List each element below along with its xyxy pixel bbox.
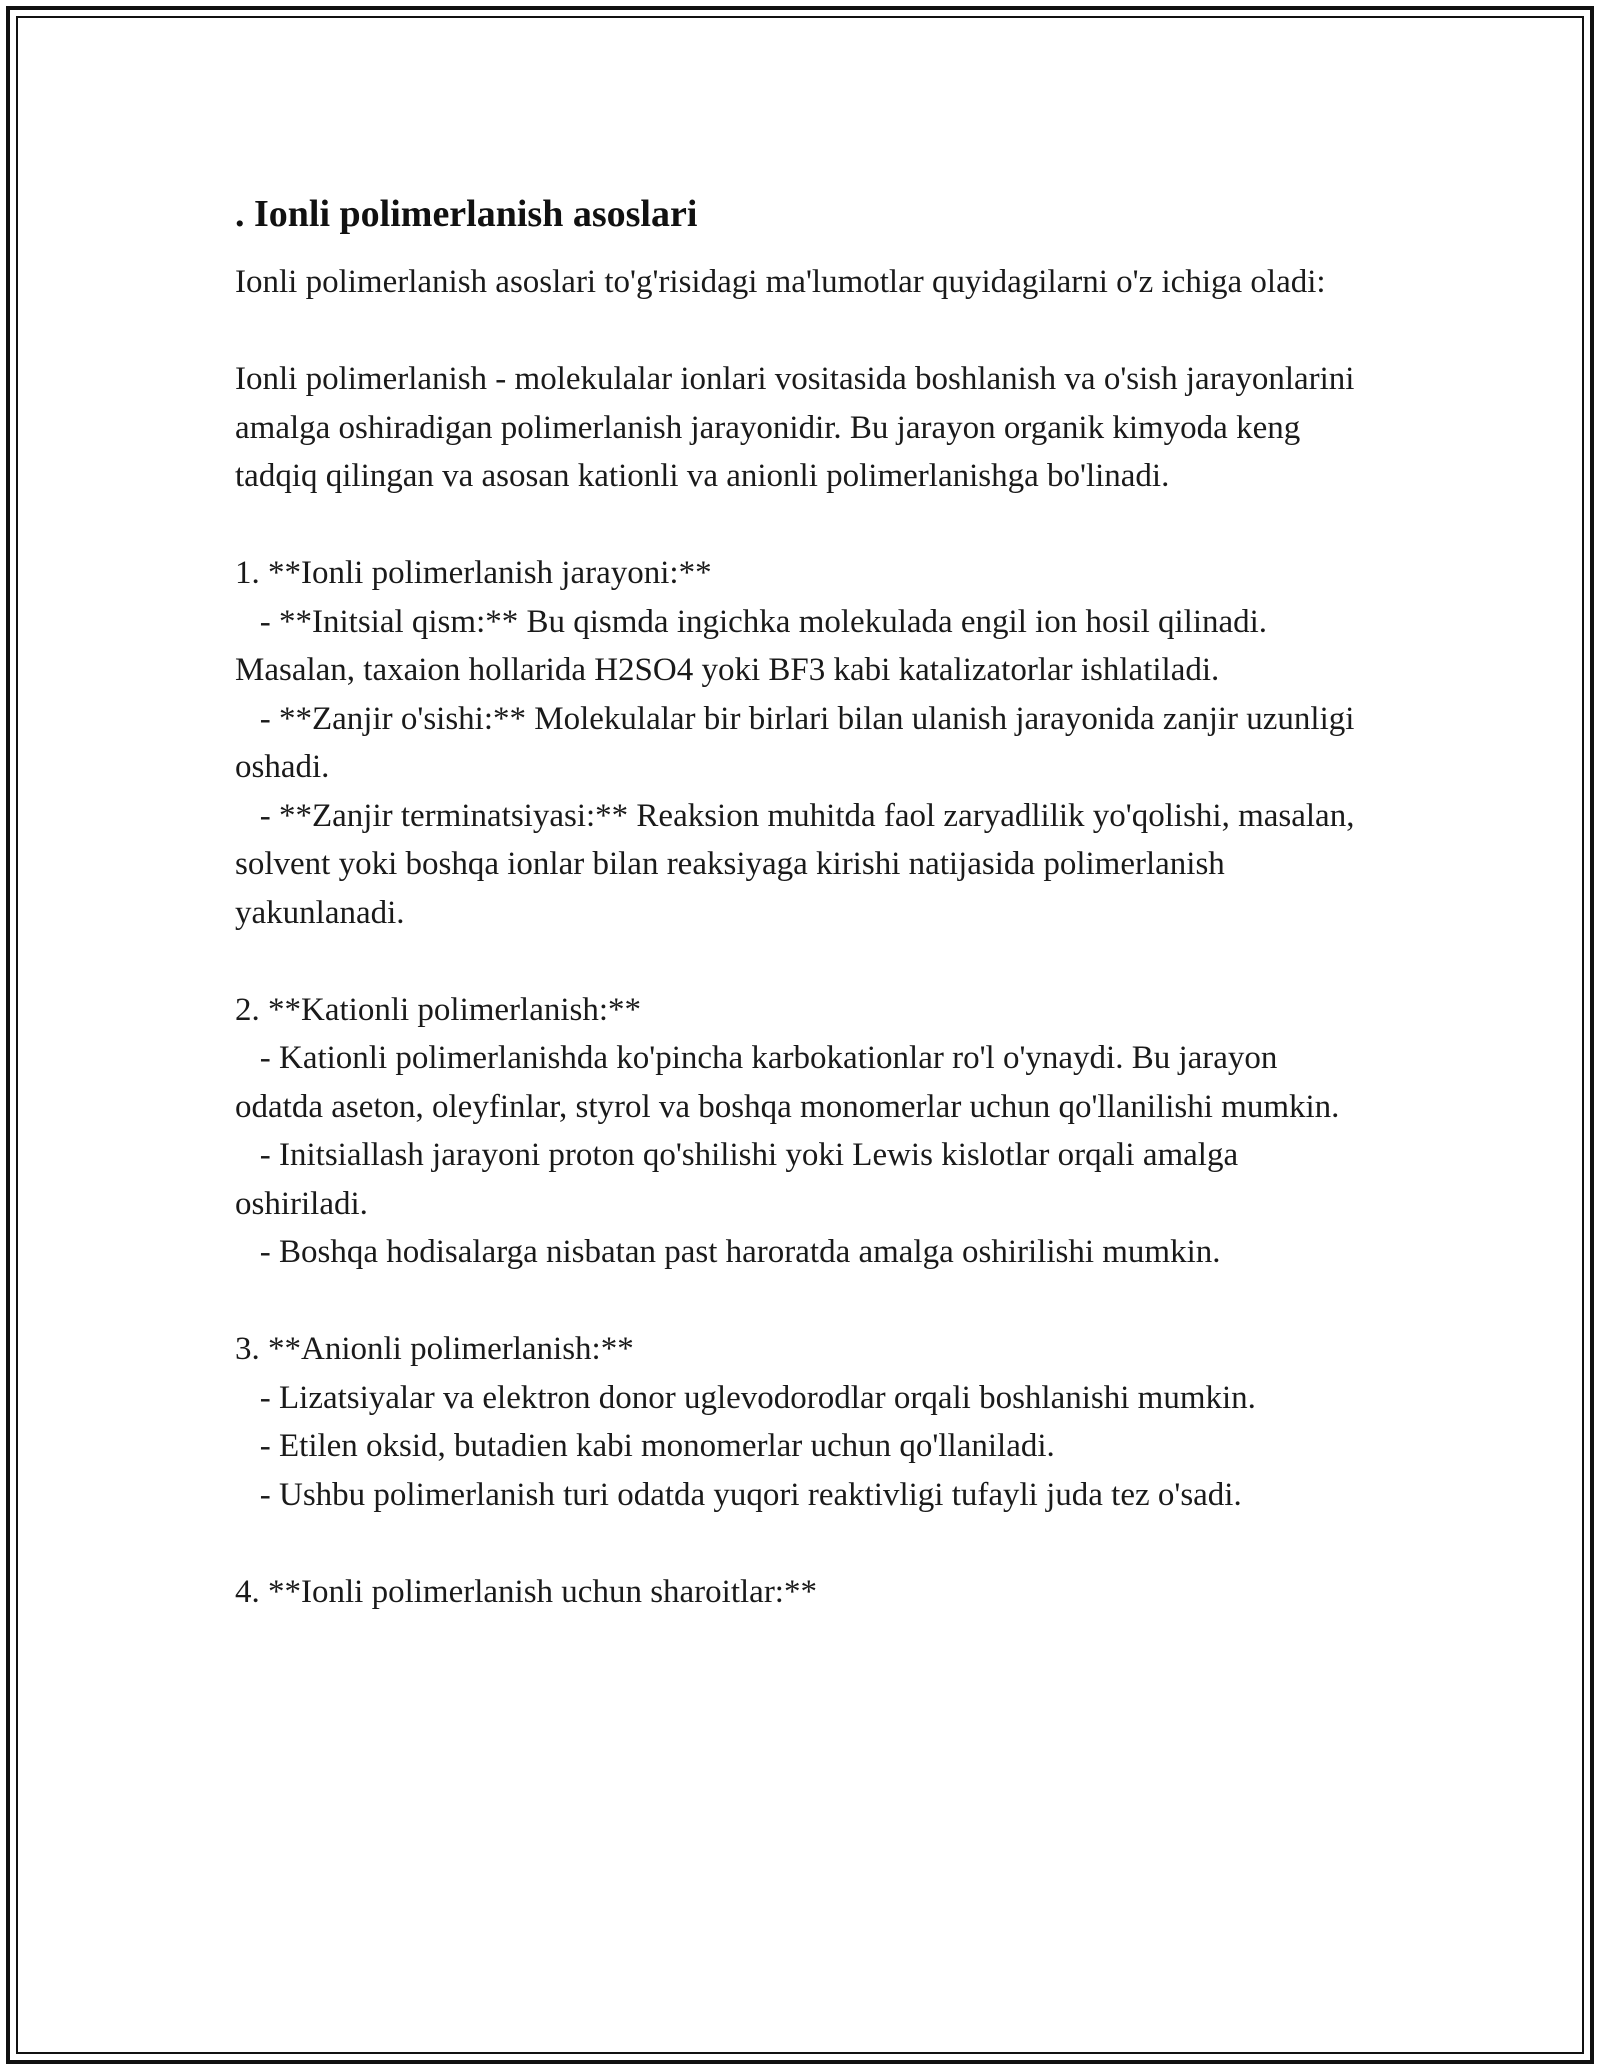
paragraph-spacer [235,1519,1365,1568]
document-heading: . Ionli polimerlanish asoslari [235,193,698,235]
paragraph-spacer [235,501,1365,550]
definition-paragraph: Ionli polimerlanish - molekulalar ionlari vositasida boshlanish va o'sish jarayonlarini amalga oshiradigan polimerlanish jarayonidir. Bu jarayon organik kimyoda keng tadqiq qilingan va asosan kationli va anionli polimerlanishga bo'linadi. [235,361,1363,494]
section-title: 2. **Kationli polimerlanish:** [235,991,642,1028]
section-title: 4. **Ionli polimerlanish uchun sharoitlar:** [235,1573,817,1610]
list-item: - Kationli polimerlanishda ko'pincha karbokationlar ro'l o'ynaydi. Bu jarayon odatda aseton, oleyfinlar, styrol va boshqa monomerlar uchun qo'llanilishi mumkin. [235,1040,1340,1125]
paragraph-spacer [235,1277,1365,1326]
list-item: - Ushbu polimerlanish turi odatda yuqori reaktivligi tufayli juda tez o'sadi. [235,1476,1242,1513]
list-item: - Lizatsiyalar va elektron donor uglevodorodlar orqali boshlanishi mumkin. [235,1379,1256,1416]
section-title: 3. **Anionli polimerlanish:** [235,1331,634,1367]
list-item: - **Zanjir o'sishi:** Molekulalar bir birlari bilan ulanish jarayonida zanjir uzunligi oshadi. [235,700,1363,785]
list-item: - **Zanjir terminatsiyasi:** Reaksion muhitda faol zaryadlilik yo'qolishi, masalan, solvent yoki boshqa ionlar bilan reaksiyaga kirishi natijasida polimerlanish yakunlanadi. [235,797,1363,931]
list-item: - Initsiallash jarayoni proton qo'shilishi yoki Lewis kislotlar orqali amalga oshiriladi. [235,1137,1247,1222]
section-3 [235,1325,1365,1519]
document-body [235,188,1365,1616]
paragraph-spacer [235,937,1365,986]
section-2 [235,986,1365,1277]
section-title: 1. **Ionli polimerlanish jarayoni:** [235,555,712,591]
list-item: - **Initsial qism:** Bu qismda ingichka molekulada engil ion hosil qilinadi. Masalan, taxaion hollarida H2SO4 yoki BF3 kabi katalizatorlar ishlatiladi. [235,603,1276,688]
section-4 [235,1568,1365,1617]
list-item: - Etilen oksid, butadien kabi monomerlar uchun qo'llaniladi. [235,1428,1055,1464]
list-item: - Boshqa hodisalarga nisbatan past haroratda amalga oshirilishi mumkin. [235,1234,1221,1270]
paragraph-spacer [235,307,1365,356]
intro-paragraph: Ionli polimerlanish asoslari to'g'risidagi ma'lumotlar quyidagilarni o'z ichiga oladi: [235,264,1326,300]
section-1 [235,549,1365,937]
